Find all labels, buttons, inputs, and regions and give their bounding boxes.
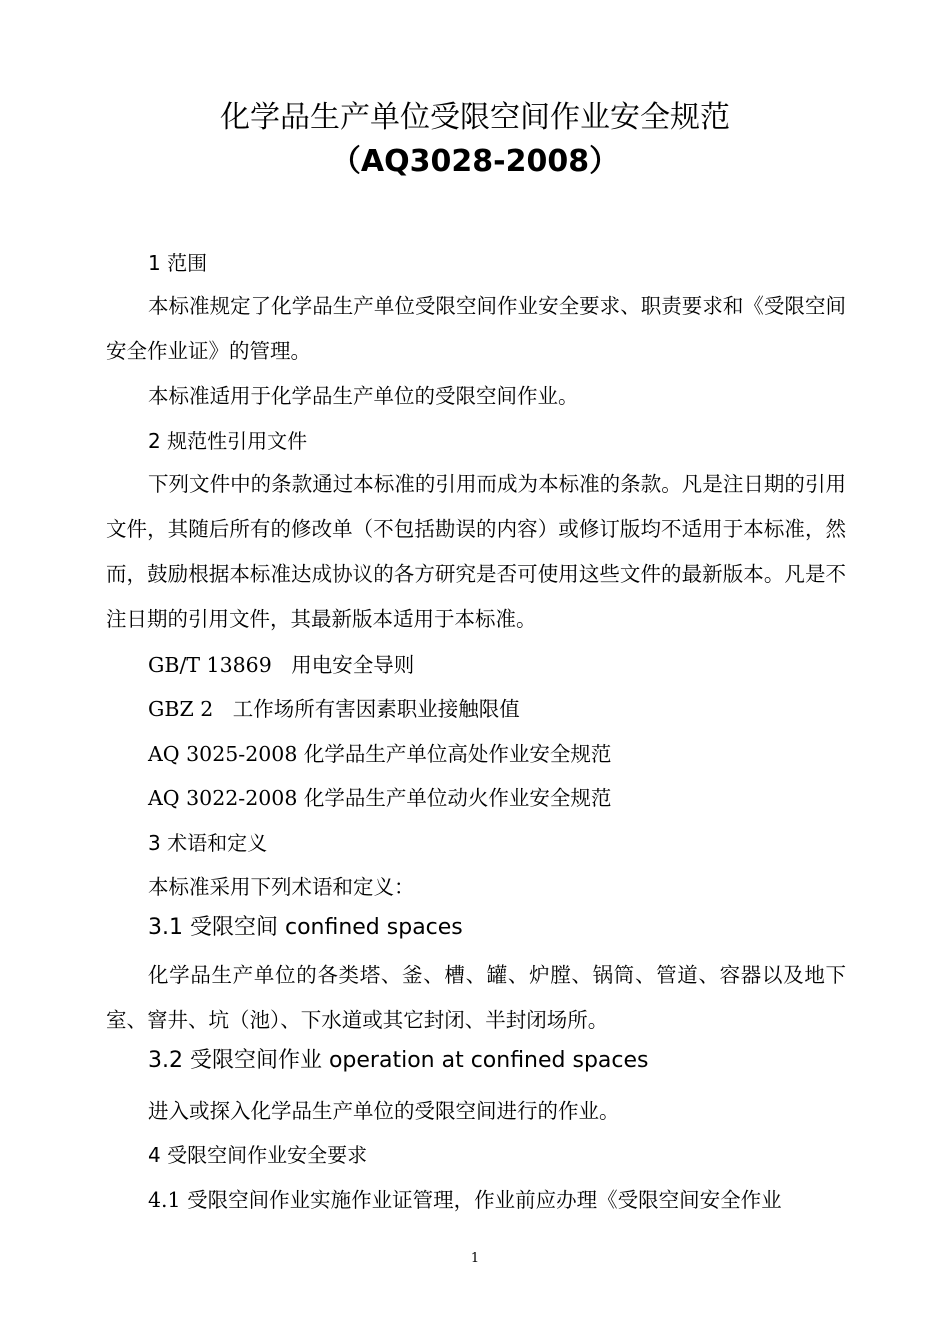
section-3-paragraph-1: 本标准采用下列术语和定义：: [148, 875, 415, 899]
document-title: 化学品生产单位受限空间作业安全规范: [220, 100, 730, 135]
section-2-paragraph-1: 下列文件中的条款通过本标准的引用而成为本标准的条款。凡是注日期的引用文件，其随后所有的修改单（不包括勘误的内容）或修订版均不适用于本标准，然而，鼓励根据本标准达成协议的各方研究是否可使用这些文件的最新版本。凡是不注日期的引用文件，其最新版本适用于本标准。: [106, 472, 846, 631]
reference-item: AQ 3022-2008 化学品生产单位动火作业安全规范: [148, 786, 612, 810]
section-3-1-heading: 3.1 受限空间 confined spaces: [148, 915, 463, 940]
section-3-1-paragraph: 化学品生产单位的各类塔、釜、槽、罐、炉膛、锅筒、管道、容器以及地下室、窨井、坑（池）、下水道或其它封闭、半封闭场所。: [106, 963, 846, 1032]
section-1-paragraph-2: 本标准适用于化学品生产单位的受限空间作业。: [148, 384, 579, 408]
section-1-paragraph-1: 本标准规定了化学品生产单位受限空间作业安全要求、职责要求和《受限空间安全作业证》的管理。: [106, 294, 846, 363]
reference-item: AQ 3025-2008 化学品生产单位高处作业安全规范: [148, 742, 612, 766]
section-1-heading: 1 范围: [148, 251, 208, 275]
page-number: 1: [470, 1251, 480, 1266]
document-standard-code: （AQ3028-2008）: [330, 144, 620, 179]
reference-item: GB/T 13869 用电安全导则: [148, 653, 415, 677]
section-4-heading: 4 受限空间作业安全要求: [148, 1143, 368, 1167]
section-3-2-heading: 3.2 受限空间作业 operation at confined spaces: [148, 1048, 649, 1073]
section-3-2-paragraph: 进入或探入化学品生产单位的受限空间进行的作业。: [148, 1099, 620, 1123]
reference-item: GBZ 2 工作场所有害因素职业接触限值: [148, 697, 520, 721]
section-2-heading: 2 规范性引用文件: [148, 429, 308, 453]
section-3-heading: 3 术语和定义: [148, 831, 268, 855]
section-4-1-paragraph: 4.1 受限空间作业实施作业证管理，作业前应办理《受限空间安全作业: [148, 1188, 782, 1212]
